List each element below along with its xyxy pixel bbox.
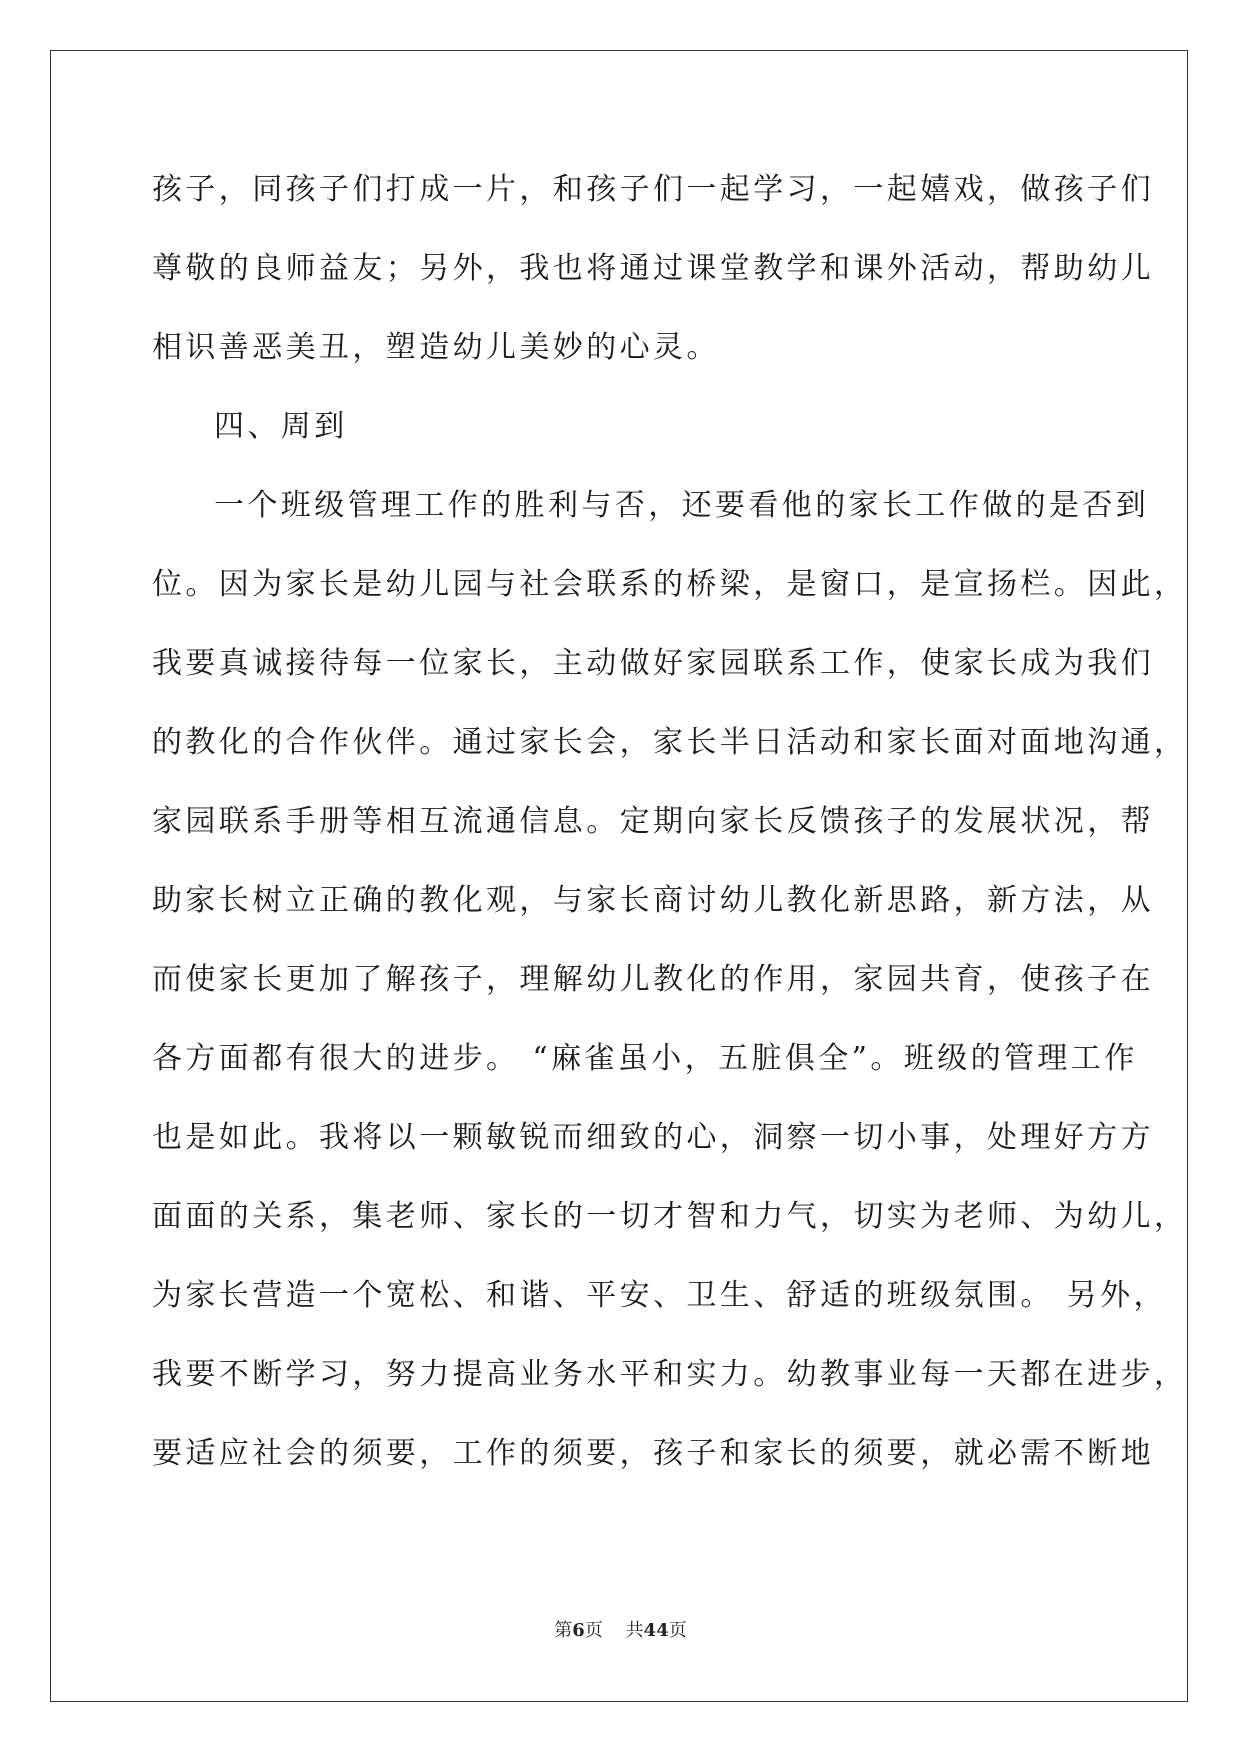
text-line: 为家长营造一个宽松、和谐、平安、卫生、舒适的班级氛围。 另外， bbox=[152, 1278, 1167, 1313]
text-line: 相识善恶美丑，塑造幼儿美妙的心灵。 bbox=[152, 330, 720, 365]
text-line: 而使家长更加了解孩子，理解幼儿教化的作用，家园共育，使孩子在 bbox=[152, 962, 1154, 997]
text-line: 各方面都有很大的进步。 “麻雀虽小，五脏俱全”。班级的管理工作 bbox=[152, 1041, 1138, 1076]
section-heading: 四、周到 bbox=[214, 409, 348, 444]
text-line: 位。因为家长是幼儿园与社会联系的桥梁，是窗口，是宣扬栏。因此， bbox=[152, 567, 1188, 602]
total-pages: 44 bbox=[643, 1620, 669, 1641]
text-line: 也是如此。我将以一颗敏锐而细致的心，洞察一切小事，处理好方方 bbox=[152, 1120, 1154, 1155]
text-line: 助家长树立正确的教化观，与家长商讨幼儿教化新思路，新方法，从 bbox=[152, 883, 1154, 918]
document-body bbox=[152, 163, 1188, 1506]
text-line: 孩子，同孩子们打成一片，和孩子们一起学习，一起嬉戏，做孩子们 bbox=[152, 172, 1154, 207]
footer-prefix: 第 bbox=[554, 1620, 573, 1641]
footer-page-suffix: 页 bbox=[584, 1620, 603, 1641]
footer-total-suffix: 页 bbox=[668, 1620, 687, 1641]
page-footer bbox=[0, 1616, 1241, 1642]
text-line: 要适应社会的须要，工作的须要，孩子和家长的须要，就必需不断地 bbox=[152, 1436, 1154, 1471]
text-line: 面面的关系，集老师、家长的一切才智和力气，切实为老师、为幼儿， bbox=[152, 1199, 1188, 1234]
text-line: 一个班级管理工作的胜利与否，还要看他的家长工作做的是否到 bbox=[214, 488, 1150, 523]
text-line: 尊敬的良师益友；另外，我也将通过课堂教学和课外活动，帮助幼儿 bbox=[152, 251, 1154, 286]
text-line: 我要不断学习，努力提高业务水平和实力。幼教事业每一天都在进步， bbox=[152, 1357, 1188, 1392]
text-line: 我要真诚接待每一位家长，主动做好家园联系工作，使家长成为我们 bbox=[152, 646, 1154, 681]
footer-total-prefix: 共 bbox=[625, 1620, 644, 1641]
text-line: 家园联系手册等相互流通信息。定期向家长反馈孩子的发展状况，帮 bbox=[152, 804, 1154, 839]
page-number: 6 bbox=[572, 1620, 585, 1641]
text-line: 的教化的合作伙伴。通过家长会，家长半日活动和家长面对面地沟通， bbox=[152, 725, 1188, 760]
